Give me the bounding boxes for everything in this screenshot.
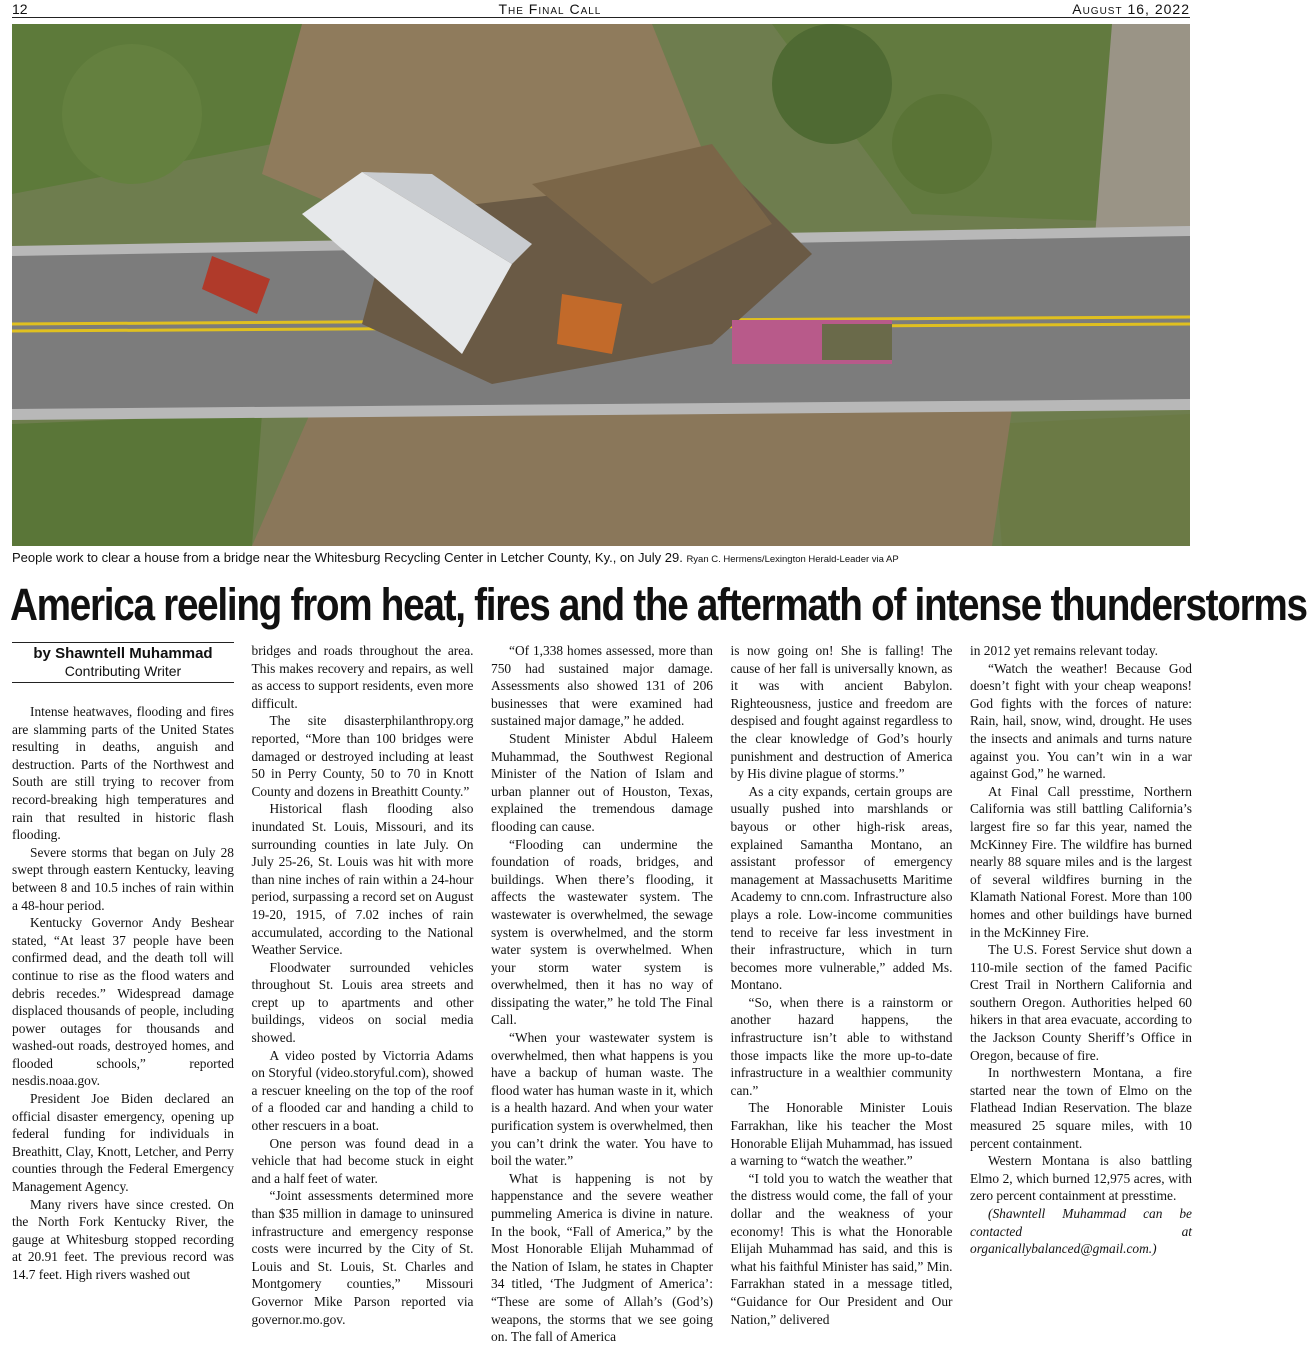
- flood-aerial-photo: [12, 24, 1190, 546]
- paragraph: At Final Call presstime, Northern California was still battling California’s largest fire so far this year, named the McKinney Fire. The wildfire has burned nearly 88 square miles and is the largest of several wildfires burning in the Klamath National Forest. More than 100 homes and other buildings have burned in the McKinney Fire.: [970, 783, 1192, 940]
- photo-caption: [12, 550, 1190, 568]
- paragraph: is now going on! She is falling! The cause of her fall is universally known, as it was with ancient Babylon. Righteousness, justice and freedom are despised and fought against regardless to the clear knowledge of God’s hourly punishment and destruction of America by His divine plague of storms.”: [730, 643, 953, 782]
- paragraph: Floodwater surrounded vehicles throughout St. Louis area streets and crept up to apartments and other buildings, videos on social media showed.: [251, 959, 474, 1046]
- paragraph: The site disasterphilanthropy.org reported, “More than 100 bridges were damaged or destroyed including at least 50 in Perry County, 50 to 70 in Knott County and dozens in Breathitt County.”: [251, 713, 474, 799]
- paragraph: Intense heatwaves, flooding and fires are slamming parts of the United States resulting in deaths, anguish and destruction. Parts of the Northwest and South are still trying to recover from record-breaking high temperatures and rain that resulted in historic flash flooding.: [12, 704, 234, 843]
- page-number: 12: [12, 0, 28, 17]
- paragraph: bridges and roads throughout the area. This makes recovery and repairs, as well as access to support residents, even more difficult.: [251, 643, 474, 711]
- article-headline: America reeling from heat, fires and the aftermath of intense thunderstorms: [10, 579, 1307, 630]
- author-name: by Shawntell Muhammad: [33, 645, 213, 662]
- paragraph: “When your wastewater system is overwhelmed, then what happens is you have a backup of human waste. The flood water has human waste in it, which is a health hazard. And when your water purification system is overwhelmed, then you can’t drink the water. You have to boil the water.”: [491, 1030, 713, 1169]
- paragraph: Student Minister Abdul Haleem Muhammad, the Southwest Regional Minister of the Nation of Islam and urban planner out of Houston, Texas, explained the tremendous damage flooding can cause.: [491, 730, 713, 834]
- article-body: [12, 642, 1192, 1345]
- paragraph: “Joint assessments determined more than $35 million in damage to uninsured infrastructure and emergency response costs were incurred by the City of St. Louis and St. Louis, St. Charles and Montgomery counties,” Missouri Governor Mike Parson reported via governor.mo.gov.: [251, 1188, 474, 1327]
- paragraph: The Honorable Minister Louis Farrakhan, like his teacher the Most Honorable Elijah Muhammad, has issued a warning to “watch the weather.”: [730, 1100, 953, 1169]
- column-2: [251, 642, 474, 1327]
- paragraph: “Flooding can undermine the foundation of roads, bridges, and buildings. When there’s flooding, it affects the wastewater system. The wastewater is overwhelmed, the sewage system is overwhelmed, and the storm water system is overwhelmed. When your storm water system is overwhelmed, then it has no way of dissipating the water,” he told The Final Call.: [491, 836, 713, 1028]
- photo-illustration: [12, 24, 1190, 546]
- column-4: [730, 642, 953, 1327]
- issue-date: August 16, 2022: [1072, 0, 1190, 17]
- page-folio: [12, 0, 1190, 18]
- paragraph: in 2012 yet remains relevant today.: [970, 643, 1159, 658]
- paragraph: The U.S. Forest Service shut down a 110-mile section of the famed Pacific Crest Trail in Northern California and southern Oregon. Authorities helped 60 hikers in that area evacuate, according to the Jackson County Sheriff’s Office in Oregon, because of fire.: [970, 942, 1192, 1063]
- paragraph: “Watch the weather! Because God doesn’t fight with your cheap weapons! God fights with the forces of nature: Rain, hail, snow, wind, drought. He uses the insects and animals and turns nature against you. You can’t win in a war against God,” he warned.: [970, 660, 1192, 782]
- column-3: [491, 642, 713, 1345]
- paragraph: What is happening is not by happenstance and the severe weather pummeling America is divine in nature. In the book, “Fall of America,” by the Most Honorable Elijah Muhammad of the Nation of Islam, he states in Chapter 34 titled, ‘The Judgment of America’: “These are some of Allah’s (God’s) weapons, the storms that we see going on. The fall of America: [491, 1170, 713, 1345]
- paragraph: Historical flash flooding also inundated St. Louis, Missouri, and its surrounding counties in late July. On July 25-26, St. Louis was hit with more than nine inches of rain within a 24-hour period, surpassing a record set on August 19-20, 1915, of 7.02 inches of rain accumulated, according to the National Weather Service.: [251, 801, 474, 958]
- paragraph: President Joe Biden declared an official disaster emergency, opening up federal funding for individuals in Breathitt, Clay, Knott, Letcher, and Perry counties through the Federal Emergency Management Agency.: [12, 1091, 234, 1195]
- paragraph: A video posted by Victorria Adams on Storyful (video.storyful.com), showed a rescuer kneeling on the top of the roof of a flooded car and handing a child to other rescuers in a boat.: [251, 1047, 474, 1134]
- paragraph: Many rivers have since crested. On the North Fork Kentucky River, the gauge at Whitesburg stopped recording at 20.91 feet. The previous record was 14.7 feet. High rivers washed out: [12, 1196, 234, 1282]
- paragraph: “Of 1,338 homes assessed, more than 750 had sustained major damage. Assessments also showed 131 of 206 businesses that were examined had sustained major damage,” he added.: [491, 643, 713, 729]
- caption-text: People work to clear a house from a bridge near the Whitesburg Recycling Center in Letcher County, Ky., on July 29.: [12, 550, 683, 565]
- byline: [12, 642, 234, 683]
- paragraph: In northwestern Montana, a fire started near the town of Elmo on the Flathead Indian Reservation. The blaze measured 25 square miles, with 10 percent containment.: [970, 1065, 1192, 1151]
- column-1: [12, 642, 234, 1292]
- author-role: Contributing Writer: [64, 663, 182, 679]
- column-5: [970, 642, 1192, 1292]
- author-contact-note: (Shawntell Muhammad can be contacted at organicallybalanced@gmail.com.): [970, 1206, 1192, 1257]
- paragraph: Severe storms that began on July 28 swept through eastern Kentucky, leaving between 8 and 10.5 inches of rain within a 48-hour period.: [12, 844, 234, 913]
- paragraph: One person was found dead in a vehicle that had become stuck in eight and a half feet of water.: [251, 1135, 474, 1186]
- paragraph: “I told you to watch the weather that the distress would come, the fall of your dollar and the weakness of your economy! This is what the Honorable Elijah Muhammad has said, and this is what his faithful Minister has said,” Min. Farrakhan stated in a message titled, “Guidance for Our President and Our Nation,” delivered: [730, 1170, 953, 1327]
- paragraph: As a city expands, certain groups are usually pushed into marshlands or bayous or other high-risk areas, explained Samantha Montano, an assistant professor of emergency management at Massachusetts Maritime Academy to cnn.com. Infrastructure also plays a role. Low-income communities tend to receive far less investment in their infrastructure, which in turn becomes more vulnerable,” added Ms. Montano.: [730, 783, 953, 993]
- paragraph: “So, when there is a rainstorm or another hazard happens, the infrastructure isn’t able to withstand those impacts like the more up-to-date infrastructure in a wealthier community can.”: [730, 994, 953, 1098]
- photo-credit: Ryan C. Hermens/Lexington Herald-Leader via AP: [686, 554, 899, 565]
- publication-name: The Final Call: [498, 0, 602, 17]
- paragraph: Western Montana is also battling Elmo 2, which burned 12,975 acres, with zero percent containment at presstime.: [970, 1153, 1192, 1204]
- paragraph: Kentucky Governor Andy Beshear stated, “At least 37 people have been confirmed dead, and the death toll will continue to rise as the flood waters and debris recedes.” Widespread damage displaced thousands of people, including power outages for thousands and washed-out roads, destroyed homes, and flooded schools,” reported nesdis.noaa.gov.: [12, 915, 234, 1089]
